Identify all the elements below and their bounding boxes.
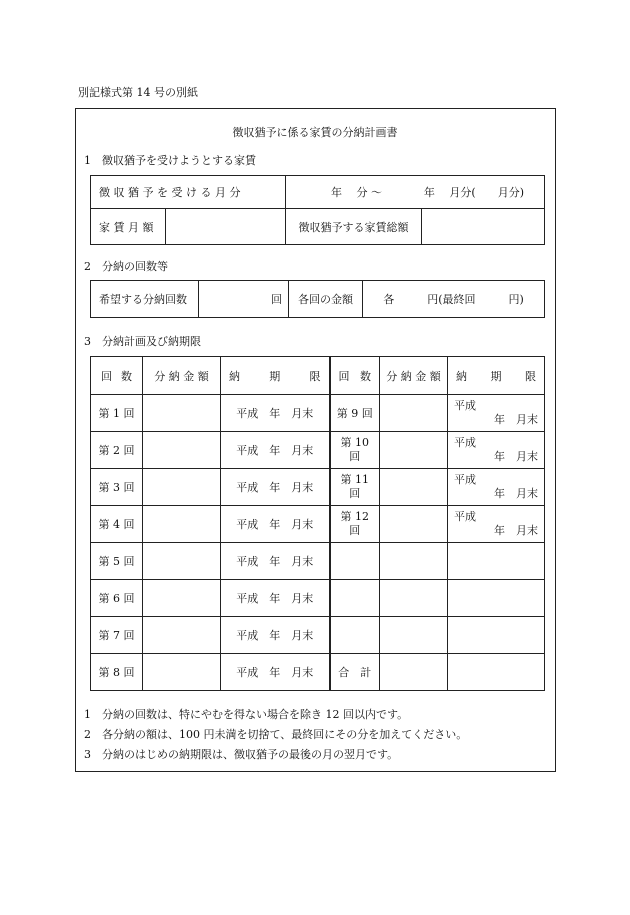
section-2-heading: [84, 258, 168, 274]
section-2-title: 分納の回数等: [102, 260, 168, 273]
amount-cell[interactable]: [143, 469, 221, 506]
total-label: 徴収猶予する家賃総額: [286, 209, 422, 245]
months-value-to: 年 月分( 月分): [423, 186, 524, 199]
empty-cell: [380, 543, 448, 580]
amount-cell[interactable]: [143, 617, 221, 654]
section-1-heading: [84, 152, 256, 168]
header-count-right: 回 数: [330, 357, 380, 395]
installment-label: 第 5 回: [91, 543, 143, 580]
table-row: [91, 506, 545, 543]
amount-cell[interactable]: [143, 654, 221, 691]
deadline-cell[interactable]: 平成 年 月末: [221, 543, 330, 580]
empty-cell: [380, 580, 448, 617]
deadline-cell[interactable]: 平成 年 月末: [221, 580, 330, 617]
empty-cell: [380, 617, 448, 654]
installment-label: 第 4 回: [91, 506, 143, 543]
rent-period-table: [90, 175, 545, 245]
installment-plan-table: [90, 356, 545, 691]
count-unit: 回: [271, 293, 282, 306]
months-label: 徴 収 猶 予 を 受 け る 月 分: [91, 176, 286, 209]
total-label: 合 計: [330, 654, 380, 691]
deadline-cell[interactable]: 平成 年 月末: [448, 469, 545, 506]
header-amount-right: 分 納 金 額: [380, 357, 448, 395]
table-row: [91, 432, 545, 469]
months-value-cell[interactable]: [286, 176, 545, 209]
amount-cell[interactable]: [143, 395, 221, 432]
table-row: [91, 469, 545, 506]
deadline-cell[interactable]: 平成 年 月末: [221, 469, 330, 506]
amount-cell[interactable]: [380, 395, 448, 432]
table-row: [91, 543, 545, 580]
rent-label: 家 賃 月 額: [91, 209, 166, 245]
each-amount-value[interactable]: 各 円(最終回 円): [363, 281, 545, 318]
empty-cell: [448, 654, 545, 691]
amount-cell[interactable]: [143, 506, 221, 543]
empty-cell: [448, 543, 545, 580]
installment-label: 第 2 回: [91, 432, 143, 469]
empty-cell: [448, 617, 545, 654]
deadline-cell[interactable]: 平成 年 月末: [448, 506, 545, 543]
empty-cell: [448, 580, 545, 617]
amount-cell[interactable]: [143, 432, 221, 469]
header-count: 回 数: [91, 357, 143, 395]
amount-cell[interactable]: [380, 432, 448, 469]
installment-label: 第 7 回: [91, 617, 143, 654]
document-title: 徴収猶予に係る家賃の分納計画書: [232, 126, 398, 139]
section-3-heading: [84, 333, 201, 349]
total-amount-cell[interactable]: [380, 654, 448, 691]
deadline-cell[interactable]: 平成 年 月末: [221, 432, 330, 469]
section-1-title: 徴収猶予を受けようとする家賃: [102, 154, 256, 167]
header-deadline-right: 納 期 限: [448, 357, 545, 395]
header-amount: 分 納 金 額: [143, 357, 221, 395]
installment-count-table: [90, 280, 545, 318]
deadline-cell[interactable]: 平成 年 月末: [448, 395, 545, 432]
section-3-title: 分納計画及び納期限: [102, 335, 201, 348]
count-value-cell[interactable]: [199, 281, 289, 318]
deadline-cell[interactable]: 平成 年 月末: [448, 432, 545, 469]
note-2: 2 各分納の額は、100 円未満を切捨て、最終回にその分を加えてください。: [84, 728, 468, 741]
note-1: 1 分納の回数は、特にやむを得ない場合を除き 12 回以内です。: [84, 708, 409, 721]
table-row: [91, 395, 545, 432]
count-label: 希望する分納回数: [91, 281, 199, 318]
note-3: 3 分納のはじめの納期限は、徴収猶予の最後の月の翌月です。: [84, 748, 399, 761]
empty-cell: [330, 617, 380, 654]
table-row: [91, 617, 545, 654]
total-value-cell[interactable]: [422, 209, 545, 245]
deadline-cell[interactable]: 平成 年 月末: [221, 617, 330, 654]
installment-label: 第 11 回: [330, 469, 380, 506]
amount-cell[interactable]: [380, 506, 448, 543]
form-number-label: 別記様式第 14 号の別紙: [78, 86, 198, 99]
section-2-number: 2: [84, 260, 91, 273]
amount-cell[interactable]: [143, 543, 221, 580]
installment-label: 第 1 回: [91, 395, 143, 432]
installment-label: 第 9 回: [330, 395, 380, 432]
amount-cell[interactable]: [380, 469, 448, 506]
table-row: [91, 580, 545, 617]
installment-label: 第 6 回: [91, 580, 143, 617]
section-3-number: 3: [84, 335, 91, 348]
header-deadline: 納 期 限: [221, 357, 330, 395]
table-row: [91, 654, 545, 691]
amount-cell[interactable]: [143, 580, 221, 617]
deadline-cell[interactable]: 平成 年 月末: [221, 506, 330, 543]
deadline-cell[interactable]: 平成 年 月末: [221, 395, 330, 432]
installment-label: 第 8 回: [91, 654, 143, 691]
months-value-from: 年 分 〜: [331, 186, 382, 199]
section-1-number: 1: [84, 154, 91, 167]
deadline-cell[interactable]: 平成 年 月末: [221, 654, 330, 691]
installment-label: 第 12 回: [330, 506, 380, 543]
empty-cell: [330, 580, 380, 617]
installment-label: 第 3 回: [91, 469, 143, 506]
each-amount-label: 各回の金額: [289, 281, 363, 318]
empty-cell: [330, 543, 380, 580]
rent-value-cell[interactable]: [166, 209, 286, 245]
installment-label: 第 10 回: [330, 432, 380, 469]
